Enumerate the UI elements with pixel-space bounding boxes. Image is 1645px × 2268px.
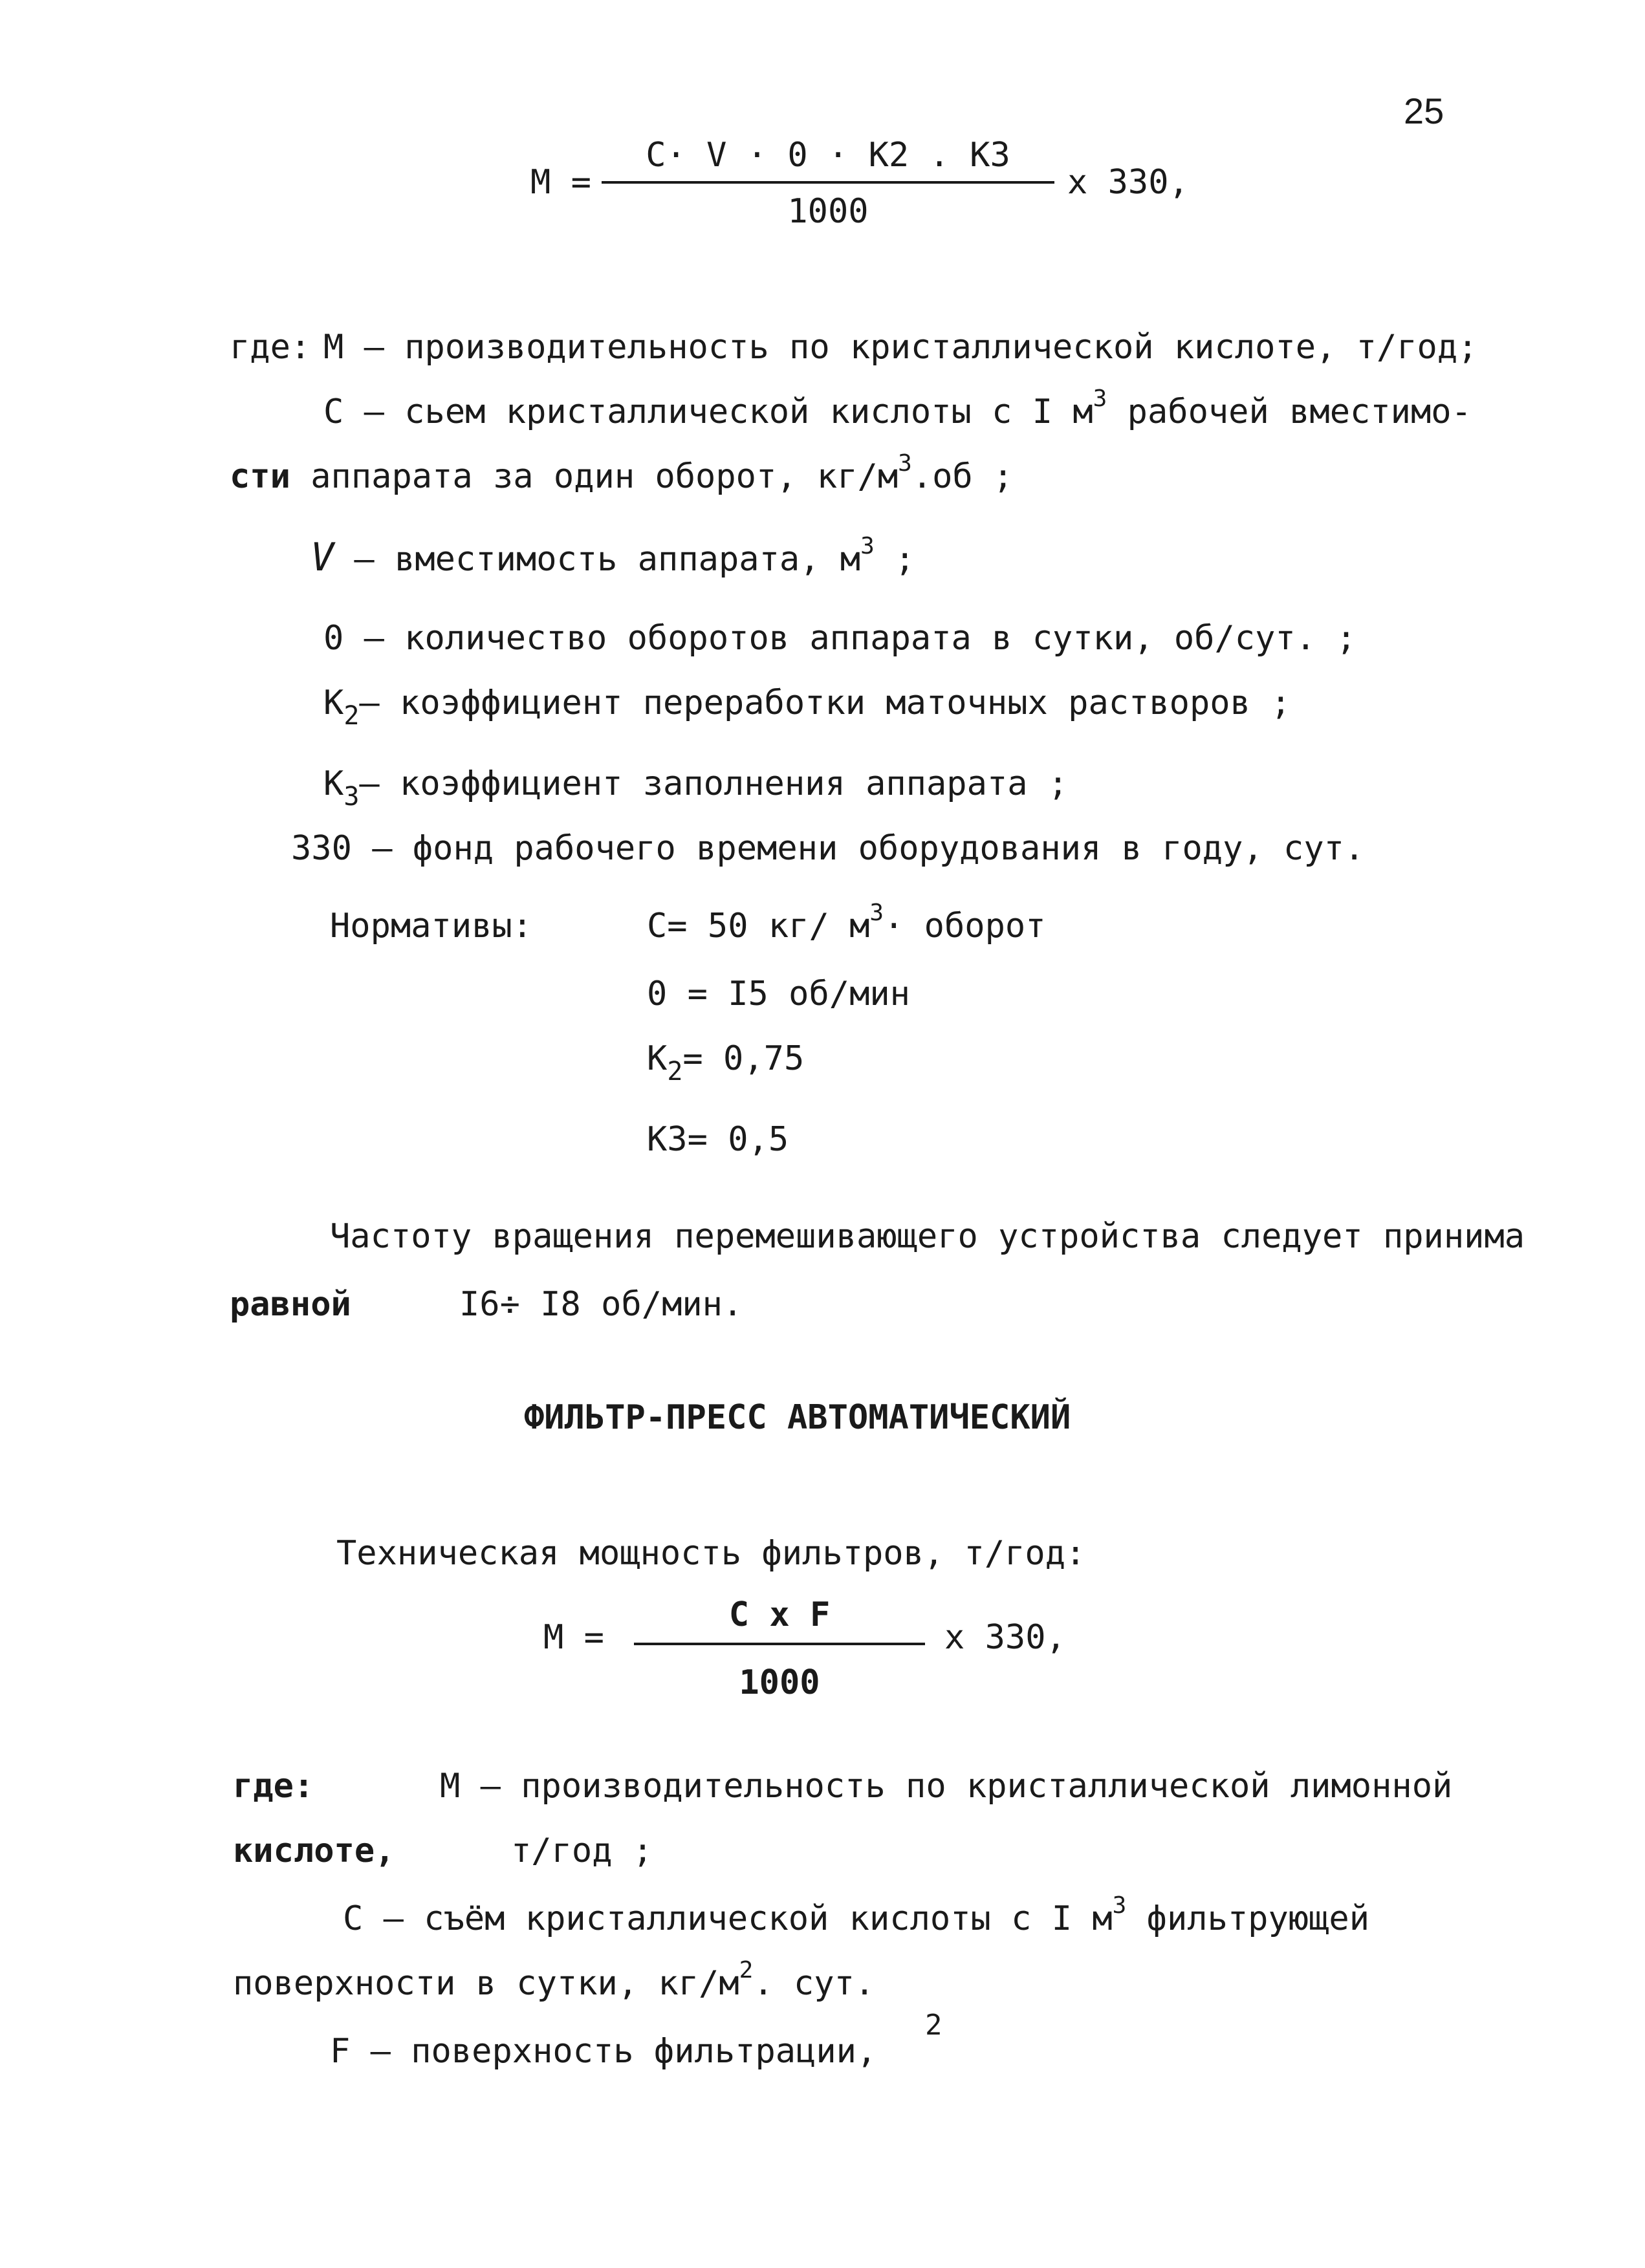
rotation-line1: Частоту вращения перемешивающего устройства следует принима [330,1217,1525,1256]
formula2-denominator: 1000 [739,1663,820,1702]
defs1-C-line1: C – сьем кристаллической кислоты с I $м^3$ рабочей вместимо- [323,385,1472,431]
rotation-line2-b: I6÷ I8 об/мин. [459,1285,743,1324]
defs2-M: M – производительность по кристаллической лимонной [440,1767,1453,1806]
defs2-C: C – съём кристаллической кислоты с I $м^3$ фильтрующей [343,1892,1370,1938]
defs2-where: где: [233,1767,314,1806]
defs2-M-cont-a: кислоте, [233,1831,395,1870]
defs1-V: V – вместимость аппарата, $м^3$ ; [310,533,915,580]
formula2-fraction-bar [634,1643,925,1645]
formula1-lhs: M = [530,163,591,202]
rotation-line2-a: равной [230,1285,351,1324]
defs2-C2: поверхности в сутки, $кг/м^2$. сут. [233,1957,875,2003]
defs2-M-cont-b: т/год ; [511,1831,653,1870]
norms-O: 0 = I5 об/мин [647,975,910,1013]
defs1-M: M – производительность по кристаллической кислоте, т/год; [323,328,1478,367]
formula1-denominator: 1000 [787,192,869,231]
formula1-tail: x 330, [1067,163,1189,202]
defs1-K2: $K_2-$ коэффициент переработки маточных растворов ; [323,684,1291,731]
defs1-C-line2: сти аппарата за один оборот, $кг/м^3.об$ ; [230,450,1014,496]
defs1-330: 330 – фонд рабочего времени оборудования в году, сут. [291,829,1365,868]
defs2-F-unit: 2 [925,2009,942,2042]
formula2-lhs: M = [543,1618,604,1657]
defs1-where: где: [230,328,311,367]
norms-label: Нормативы: [330,907,533,945]
page-number: 25 [1404,91,1444,131]
tech-power: Техническая мощность фильтров, т/год: [336,1534,1086,1573]
formula1-numerator: C· V · 0 · K2 . K3 [646,136,1010,175]
section-title: ФИЛЬТР-ПРЕСС АВТОМАТИЧЕСКИЙ [524,1398,1071,1437]
formula2-numerator: C x F [728,1595,831,1634]
defs1-K3: $K_3-$ коэффициент заполнения аппарата ; [323,764,1069,812]
defs1-O: 0 – количество оборотов аппарата в сутки, об/сут. ; [323,619,1356,658]
formula2-tail: x 330, [944,1618,1066,1657]
norms-K3: K3= 0,5 [647,1120,789,1159]
norms-C: C= 50 кг/ $м^3\cdot$ оборот [647,900,1046,945]
norms-K2: $K_2= 0,75$ [647,1039,805,1086]
defs2-F: F – поверхность фильтрации, [330,2032,877,2071]
formula1-fraction-bar [602,181,1054,184]
